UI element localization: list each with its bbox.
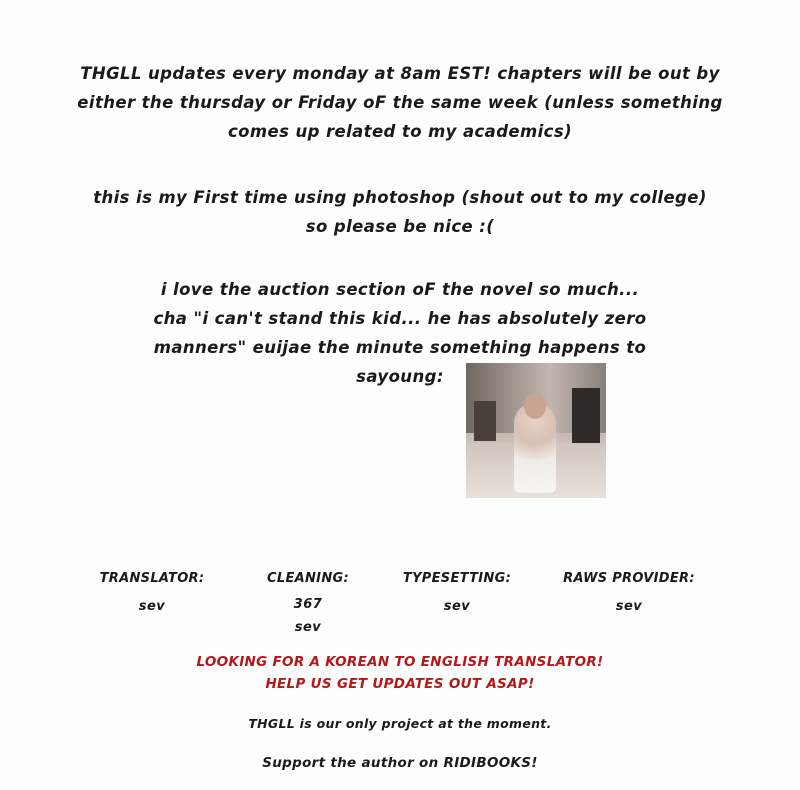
credit-cleaning [258, 571, 358, 639]
photoshop-line: this is my First time using photoshop (shout out to my college) [93, 188, 707, 207]
credit-role: TYPESETTING: [402, 571, 512, 586]
photo-furniture-left [474, 401, 496, 441]
recruitment-notice [0, 651, 800, 695]
credit-name: sev [615, 599, 643, 614]
reaction-photo [466, 363, 606, 498]
credit-name: sev [294, 620, 322, 635]
schedule-announcement [0, 59, 800, 146]
photo-furniture-right [572, 388, 600, 446]
credit-name: sev [443, 599, 471, 614]
auction-line: sayoung: [356, 367, 444, 386]
credit-translator [97, 571, 207, 618]
photoshop-note [0, 183, 800, 241]
auction-line: i love the auction section oF the novel so much... [160, 280, 640, 299]
credit-role: TRANSLATOR: [99, 571, 205, 586]
auction-line: cha "i can't stand this kid... he has absolutely zero [153, 309, 647, 328]
schedule-line: THGLL updates every monday at 8am EST! chapters will be out by [80, 64, 720, 83]
photo-person-head [524, 393, 546, 419]
credit-role: CLEANING: [267, 571, 349, 586]
recruitment-line: HELP US GET UPDATES OUT ASAP! [265, 676, 535, 692]
credit-name: sev [138, 599, 166, 614]
recruitment-line: LOOKING FOR A KOREAN TO ENGLISH TRANSLATOR! [196, 654, 604, 670]
auction-note [0, 275, 800, 391]
credits-section [0, 571, 800, 641]
schedule-line: either the thursday or Friday oF the same week (unless something [77, 93, 723, 112]
support-author-note: Support the author on RIDIBOOKS! [262, 755, 538, 771]
credit-role: RAWS PROVIDER: [563, 571, 695, 586]
credit-raws-provider [560, 571, 698, 618]
project-note: THGLL is our only project at the moment. [248, 716, 552, 731]
schedule-line: comes up related to my academics) [227, 122, 573, 141]
auction-line: manners" euijae the minute something happens to [153, 338, 647, 357]
photoshop-line: so please be nice :( [305, 217, 495, 236]
credit-typesetting [396, 571, 518, 618]
credit-name: 367 [293, 597, 323, 612]
